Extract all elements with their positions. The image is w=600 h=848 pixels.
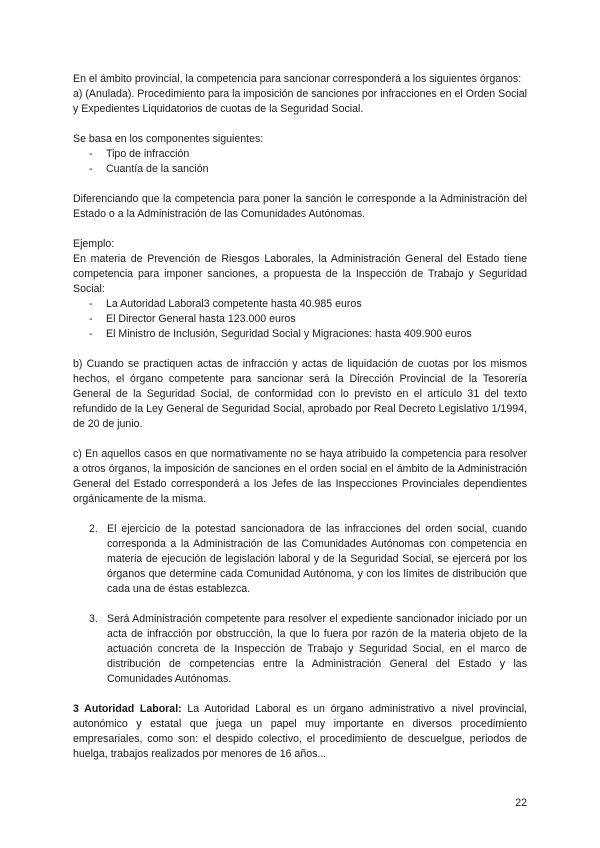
item-number: 2. <box>89 523 98 535</box>
item-text: El ejercicio de la potestad sancionadora de las infracciones del orden social, cuando corresponda a la Administración de las Comunidades Autónomas con competencia en materia de ejecución de legislación laboral y de la Seguridad Social, se ejercerá por los órganos que determine cada Comunidad Autónoma, y con los límites de distribución que cada una de éstas establezca. <box>107 523 527 595</box>
components-list <box>73 147 527 177</box>
item-number: 3. <box>89 613 98 625</box>
example-paragraph: En materia de Prevención de Riesgos Laborales, la Administración General del Estado tiene competencia para imponer sanciones, a propuesta de la Inspección de Trabajo y Seguridad Social: <box>73 253 527 295</box>
item-text: Será Administración competente para resolver el expediente sancionador iniciado por un acta de infracción por obstrucción, la que lo fuera por razón de la materia objeto de la actuación concreta de la Inspección de Trabajo y Seguridad Social, en el marco de distribución de competencias entre la Administración General del Estado y las Comunidades Autónomas. <box>107 613 527 685</box>
differentiation-paragraph: Diferenciando que la competencia para poner la sanción le corresponde a la Administración del Estado o a la Administración de las Comunidades Autónomas. <box>73 193 527 220</box>
paragraph-b: b) Cuando se practiquen actas de infracción y actas de liquidación de cuotas por los mismos hechos, el órgano competente para sancionar será la Dirección Provincial de la Tesorería General de la Seguridad Social, de conformidad con lo previsto en el artículo 31 del texto refundido de la Ley General de Seguridad Social, aprobado por Real Decreto Legislativo 1/1994, de 20 de junio. <box>73 358 527 430</box>
numbered-item <box>73 612 527 687</box>
document-page <box>73 72 527 762</box>
footnote <box>73 702 527 762</box>
example-list <box>73 297 527 342</box>
list-item: - El Ministro de Inclusión, Seguridad Social y Migraciones: hasta 409.900 euros <box>89 327 527 342</box>
footnote-text: La Autoridad Laboral es un órgano administrativo a nivel provincial, autonómico y estatal que juega un papel muy importante en diversos procedimiento empresariales, como son: el despido colectivo, el procedimiento de descuelgue, periodos de huelga, trabajos realizados por menores de 16 años... <box>73 703 527 760</box>
list-item: - La Autoridad Laboral3 competente hasta 40.985 euros <box>89 297 527 312</box>
example-label: Ejemplo: <box>73 238 115 250</box>
paragraph-c: c) En aquellos casos en que normativamente no se haya atribuido la competencia para resolver a otros órganos, la imposición de sanciones en el orden social en el ámbito de la Administración General del Estado corresponderá a los Jefes de las Inspecciones Provinciales dependientes orgánicamente de la misma. <box>73 448 527 505</box>
page-number: 22 <box>515 797 527 809</box>
footnote-label: 3 Autoridad Laboral: <box>73 703 182 715</box>
numbered-item <box>73 522 527 597</box>
numbered-list <box>73 522 527 687</box>
list-item: - El Director General hasta 123.000 euros <box>89 312 527 327</box>
list-item: - Tipo de infracción <box>89 147 527 162</box>
list-item: - Cuantía de la sanción <box>89 162 527 177</box>
intro-paragraph: En el ámbito provincial, la competencia para sancionar corresponderá a los siguientes órganos: <box>73 73 522 85</box>
components-lead: Se basa en los componentes siguientes: <box>73 133 264 145</box>
annulled-paragraph: a) (Anulada). Procedimiento para la imposición de sanciones por infracciones en el Orden Social y Expedientes Liquidatorios de cuotas de la Seguridad Social. <box>73 88 527 115</box>
